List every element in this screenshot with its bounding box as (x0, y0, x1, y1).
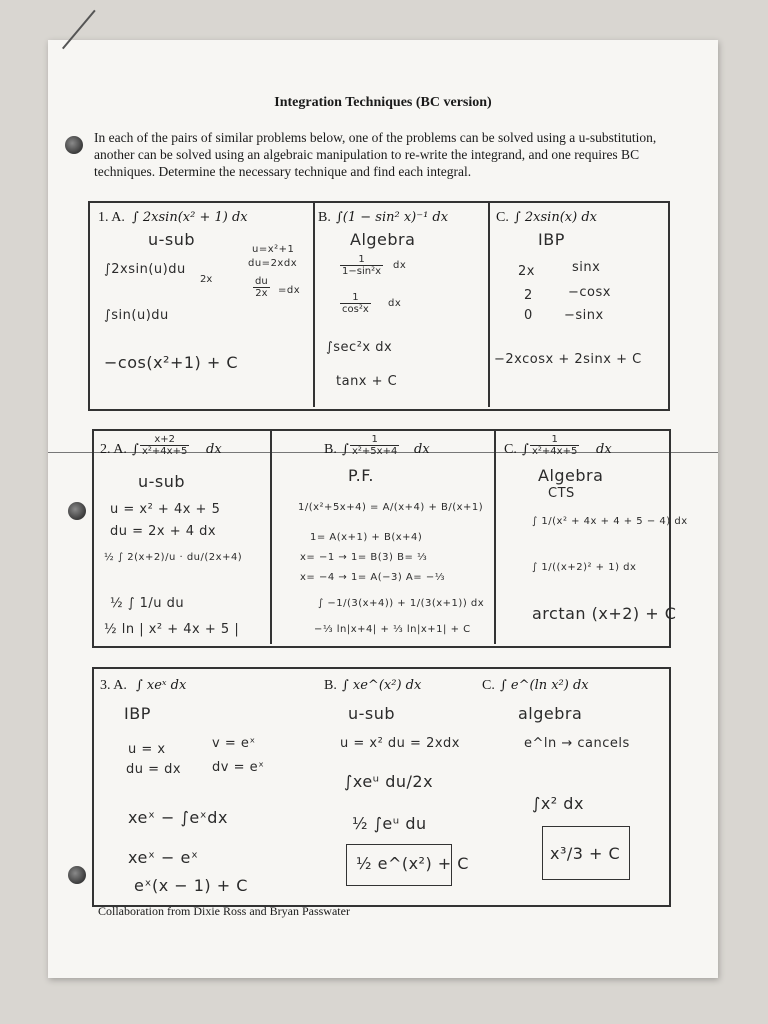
problem-1c-expression: ∫ 2xsin(x) dx (514, 210, 597, 225)
handwritten-step: arctan (x+2) + C (532, 604, 677, 623)
handwritten-step: ½ ∫ 2(x+2)/u · du/(2x+4) (104, 552, 243, 563)
handwritten-step: dv = eˣ (212, 760, 265, 775)
problem-2c-fraction: $\frac{1}{\text{x²+4x+5}}$ (532, 434, 578, 457)
handwritten-step: u-sub (138, 472, 186, 491)
punch-hole-icon (65, 136, 83, 154)
handwritten-step: x= −4 → 1= A(−3) A= −⅓ (300, 572, 445, 583)
handwritten-step: −cos(x²+1) + C (104, 353, 239, 372)
problem-1b-label: B. (318, 210, 331, 225)
handwritten-fraction: $\frac{du}{2x}$ (255, 276, 268, 299)
handwritten-step: IBP (538, 230, 565, 249)
problem-3c-expression: ∫ e^(ln x²) dx (500, 678, 589, 693)
handwritten-step: x³/3 + C (550, 844, 621, 863)
punch-hole-icon (68, 866, 86, 884)
divider (494, 431, 496, 644)
handwritten-step: du = dx (126, 762, 182, 777)
handwritten-step: sinx (572, 260, 601, 275)
integral-sign: ∫ (132, 442, 139, 457)
handwritten-step: e^ln → cancels (524, 736, 630, 751)
handwritten-step: u-sub (148, 230, 196, 249)
handwritten-step: ∫sin(u)du (104, 308, 169, 323)
handwritten-step: u-sub (348, 704, 396, 723)
handwritten-step: u = x² du = 2xdx (340, 736, 460, 751)
handwritten-step: xeˣ − ∫eˣdx (128, 808, 228, 827)
handwritten-step: du=2xdx (248, 258, 298, 269)
problem-2b-label: B. (324, 442, 337, 457)
handwritten-fraction: 2x (200, 274, 213, 285)
handwritten-step: ∫ 1/((x+2)² + 1) dx (532, 562, 637, 573)
dx-label: dx (206, 442, 222, 457)
problem-3b-expression: ∫ xe^(x²) dx (342, 678, 422, 693)
handwritten-step: u = x² + 4x + 5 (110, 502, 221, 517)
handwritten-step: eˣ(x − 1) + C (134, 876, 248, 895)
handwritten-step: ∫xeᵘ du/2x (344, 772, 434, 791)
problem-3a-expression: ∫ xeˣ dx (136, 678, 187, 693)
handwritten-step: =dx (278, 285, 301, 296)
problem-2c-label: C. (504, 442, 517, 457)
handwritten-step: x= −1 → 1= B(3) B= ⅓ (300, 552, 428, 563)
handwritten-fraction: $\frac{1}{\text{cos²x}}$ (342, 292, 369, 315)
integral-sign: ∫ (522, 442, 529, 457)
dx-label: dx (414, 442, 430, 457)
worksheet-page (48, 40, 718, 978)
instructions: In each of the pairs of similar problems below, one of the problems can be solved using a u-substitution, another can be solved using an algebraic manipulation to re-write the integrand, and one requires BC techniques. Determine the necessary technique and find each integral. (94, 130, 657, 179)
handwritten-step: 0 (524, 308, 533, 323)
problem-1a-label: 1. A. (98, 210, 125, 225)
handwritten-step: 1/(x²+5x+4) = A/(x+4) + B/(x+1) (298, 502, 484, 513)
divider (270, 431, 272, 644)
problem-2a-fraction: $\frac{x+2}{\text{x²+4x+5}}$ (142, 434, 188, 457)
handwritten-step: v = eˣ (212, 736, 256, 751)
problem-1b-expression: ∫(1 − sin² x)⁻¹ dx (336, 210, 449, 225)
handwritten-step: −2xcosx + 2sinx + C (494, 352, 642, 367)
handwritten-step: ½ ∫ 1/u du (110, 596, 185, 611)
handwritten-step: ∫2xsin(u)du (104, 262, 186, 277)
handwritten-step: −cosx (568, 285, 611, 300)
problem-3a-label: 3. A. (100, 678, 127, 693)
handwritten-step: ½ e^(x²) + C (356, 854, 469, 873)
handwritten-step: 2x (518, 264, 535, 279)
handwritten-step: CTS (548, 486, 575, 501)
handwritten-step: du = 2x + 4 dx (110, 524, 217, 539)
handwritten-step: dx (393, 260, 407, 271)
handwritten-fraction: $\frac{1}{\text{1−sin²x}}$ (342, 254, 381, 277)
page-title: Integration Techniques (BC version) (274, 95, 492, 110)
handwritten-step: u=x²+1 (252, 244, 295, 255)
pen-mark (62, 10, 96, 50)
problem-2a-label: 2. A. (100, 442, 127, 457)
handwritten-step: 2 (524, 288, 533, 303)
handwritten-step: u = x (128, 742, 166, 757)
integral-sign: ∫ (342, 442, 349, 457)
handwritten-step: ∫ −1/(3(x+4)) + 1/(3(x+1)) dx (318, 598, 485, 609)
handwritten-step: −⅓ ln|x+4| + ⅓ ln|x+1| + C (314, 624, 471, 635)
handwritten-step: 1= A(x+1) + B(x+4) (310, 532, 423, 543)
divider (313, 203, 315, 407)
handwritten-step: tanx + C (336, 374, 398, 389)
problem-1a-expression: ∫ 2xsin(x² + 1) dx (132, 210, 248, 225)
divider (488, 203, 490, 407)
handwritten-step: ½ ∫eᵘ du (352, 814, 427, 833)
handwritten-step: dx (388, 298, 402, 309)
handwritten-step: algebra (518, 704, 583, 723)
handwritten-step: ∫x² dx (532, 794, 584, 813)
problem-3c-label: C. (482, 678, 495, 693)
handwritten-step: P.F. (348, 466, 374, 485)
problem-3b-label: B. (324, 678, 337, 693)
handwritten-step: ∫ 1/(x² + 4x + 4 + 5 − 4) dx (532, 516, 688, 527)
footer-credit: Collaboration from Dixie Ross and Bryan Passwater (98, 904, 350, 918)
handwritten-step: Algebra (538, 466, 604, 485)
handwritten-step: IBP (124, 704, 151, 723)
handwritten-step: ∫sec²x dx (326, 340, 393, 355)
handwritten-step: Algebra (350, 230, 416, 249)
handwritten-step: ½ ln | x² + 4x + 5 | (104, 622, 240, 637)
handwritten-step: −sinx (564, 308, 604, 323)
problem-2b-fraction: $\frac{1}{\text{x²+5x+4}}$ (352, 434, 398, 457)
handwritten-step: xeˣ − eˣ (128, 848, 199, 867)
dx-label: dx (596, 442, 612, 457)
problem-1c-label: C. (496, 210, 509, 225)
punch-hole-icon (68, 502, 86, 520)
